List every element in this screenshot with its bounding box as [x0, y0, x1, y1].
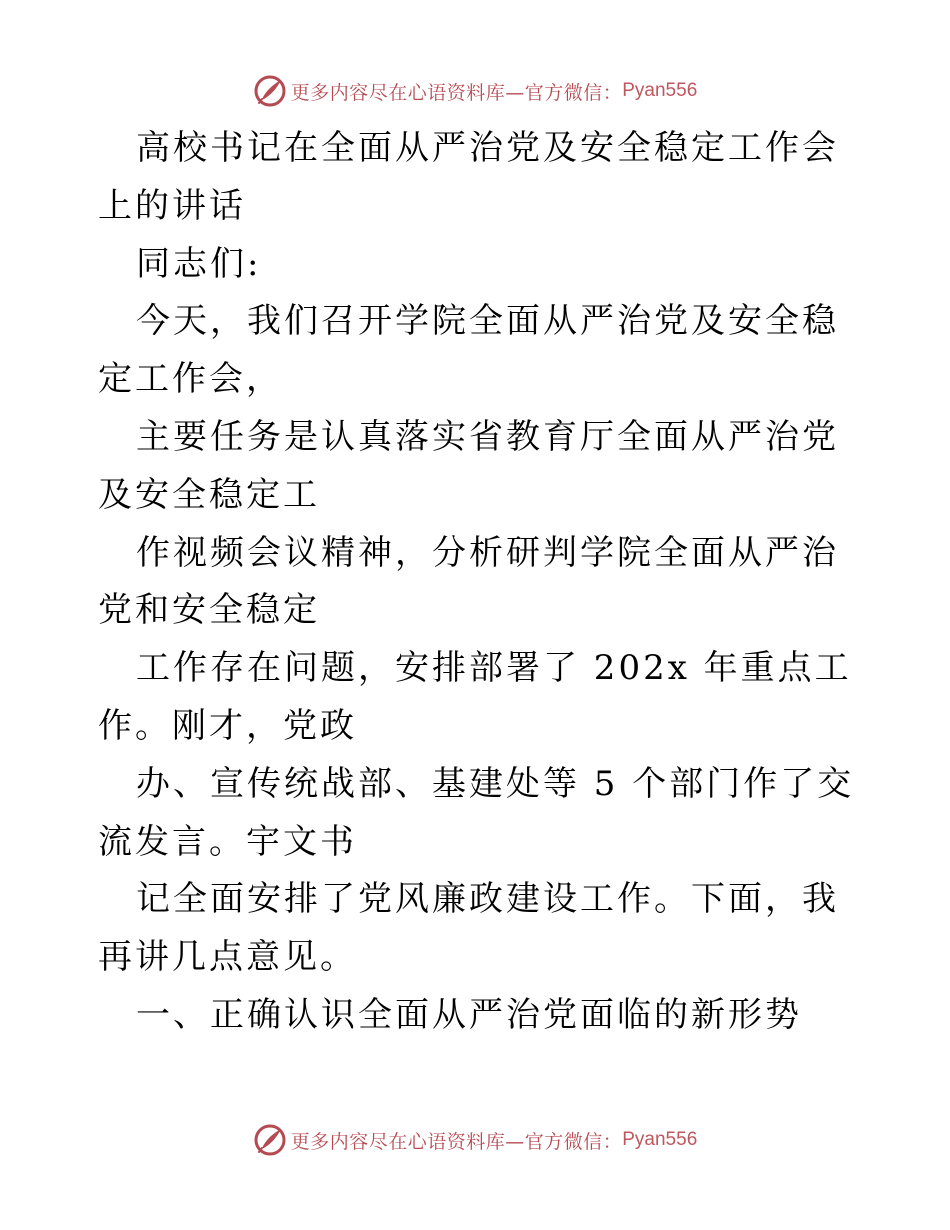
body-paragraph: 作视频会议精神，分析研判学院全面从严治党和安全稳定 [98, 532, 839, 631]
watermark-text: 更多内容尽在心语资料库—官方微信： [290, 1130, 623, 1153]
document-title: 高校书记在全面从严治党及安全稳定工作会上的讲话 [98, 128, 839, 226]
feather-pen-logo-icon [253, 1123, 287, 1157]
footer-watermark [0, 1120, 950, 1160]
body-paragraph: 记全面安排了党风廉政建设工作。下面，我再讲几点意见。 [98, 879, 839, 978]
salutation: 同志们: [136, 243, 262, 284]
section-heading: 一、正确认识全面从严治党面临的新形势 [136, 994, 802, 1035]
body-paragraph: 办、宣传统战部、基建处等 5 个部门作了交流发言。宇文书 [98, 763, 855, 862]
watermark-wechat-handle: Pyan556 [622, 1129, 698, 1150]
feather-pen-logo-icon [253, 74, 287, 108]
body-paragraph: 今天，我们召开学院全面从严治党及安全稳定工作会， [98, 301, 839, 400]
watermark-text: 更多内容尽在心语资料库—官方微信： [290, 81, 623, 104]
header-watermark [0, 71, 950, 111]
body-paragraph: 主要任务是认真落实省教育厅全面从严治党及安全稳定工 [98, 416, 839, 515]
body-paragraph: 工作存在问题，安排部署了 202x 年重点工作。刚才，党政 [98, 648, 852, 746]
watermark-wechat-handle: Pyan556 [622, 80, 698, 101]
document-body [98, 120, 858, 1045]
